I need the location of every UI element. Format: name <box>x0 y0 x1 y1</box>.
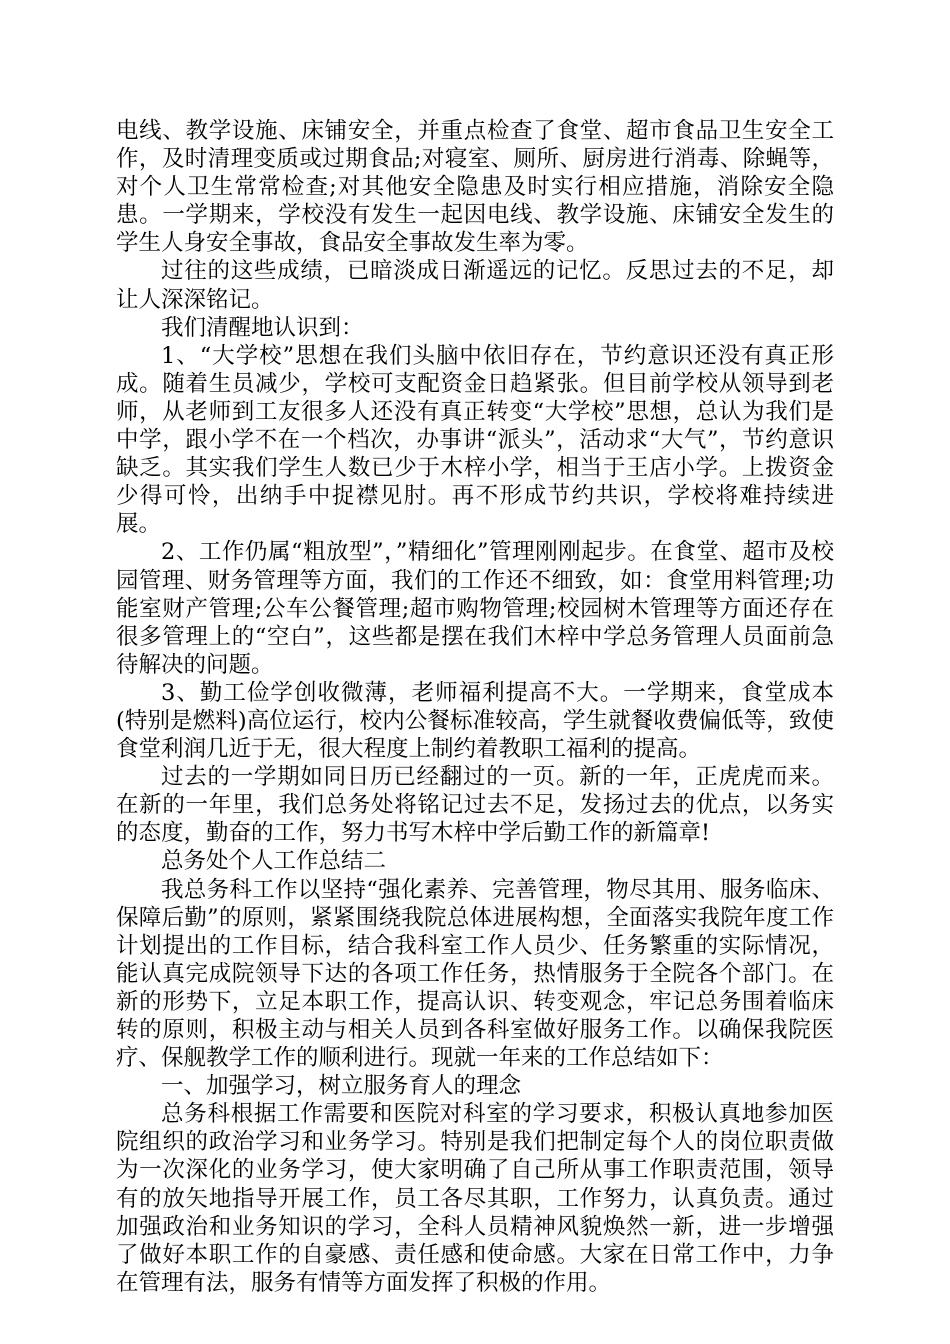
paragraph-3: 我们清醒地认识到： <box>161 314 364 341</box>
paragraph-1: 电线、教学设施、床铺安全，并重点检查了食堂、超市食品卫生安全工作，及时清理变质或过期食品;对寝室、厕所、厨房进行消毒、除蝇等，对个人卫生常常检查;对其他安全隐患及时实行相应措施，消除安全隐患。一学期来，学校没有发生一起因电线、教学设施、床铺安全发生的学生人身安全事故，食品安全事故发生率为零。 <box>116 118 834 257</box>
paragraph-11: 总务科根据工作需要和医院对科室的学习要求，积极认真地参加医院组织的政治学习和业务学习。特别是我们把制定每个人的岗位职责做为一次深化的业务学习，使大家明确了自己所从事工作职责范围，领导有的放矢地指导开展工作，员工各尽其职，工作努力，认真负责。通过加强政治和业务知识的学习，全科人员精神风貌焕然一新，进一步增强了做好本职工作的自豪感、责任感和使命感。大家在日常工作中，力争在管理有法，服务有情等方面发挥了积极的作用。 <box>116 1101 834 1296</box>
subsection-heading: 一、加强学习，树立服务育人的理念 <box>161 1073 522 1100</box>
paragraph-7: 过去的一学期如同日历已经翻过的一页。新的一年，正虎虎而来。在新的一年里，我们总务处将铭记过去不足，发扬过去的优点，以务实的态度，勤奋的工作，努力书写木梓中学后勤工作的新篇章! <box>116 764 834 847</box>
paragraph-4: 1、“大学校”思想在我们头脑中依旧存在，节约意识还没有真正形成。随着生员减少，学校可支配资金日趋紧张。但目前学校从领导到老师，从老师到工友很多人还没有真正转变“大学校”思想，总认为我们是中学，跟小学不在一个档次，办事讲“派头”，活动求“大气”，节约意识缺乏。其实我们学生人数已少于木梓小学，相当于王店小学。上拨资金少得可怜，出纳手中捉襟见肘。再不形成节约共识，学校将难持续进展。 <box>116 342 834 538</box>
document-page <box>116 117 834 1297</box>
section-title: 总务处个人工作总结二 <box>161 848 387 875</box>
paragraph-5: 2、工作仍属“粗放型”，”精细化”管理刚刚起步。在食堂、超市及校园管理、财务管理等方面，我们的工作还不细致，如：食堂用料管理;功能室财产管理;公车公餐管理;超市购物管理;校园树木管理等方面还存在很多管理上的“空白”，这些都是摆在我们木梓中学总务管理人员面前急待解决的问题。 <box>116 539 834 678</box>
paragraph-6: 3、勤工俭学创收微薄，老师福利提高不大。一学期来，食堂成本(特别是燃料)高位运行，校内公餐标准较高，学生就餐收费偏低等，致使食堂利润几近于无，很大程度上制约着教职工福利的提高。 <box>116 679 834 763</box>
paragraph-9: 我总务科工作以坚持“强化素养、完善管理，物尽其用、服务临床、保障后勤”的原则，紧紧围绕我院总体进展构想，全面落实我院年度工作计划提出的工作目标，结合我科室工作人员少、任务繁重的实际情况，能认真完成院领导下达的各项工作任务，热情服务于全院各个部门。在新的形势下，立足本职工作，提高认识、转变观念，牢记总务围着临床转的原则，积极主动与相关人员到各科室做好服务工作。以确保我院医疗、保舰教学工作的顺利进行。现就一年来的工作总结如下： <box>116 876 834 1072</box>
paragraph-2: 过往的这些成绩，已暗淡成日渐遥远的记忆。反思过去的不足，却让人深深铭记。 <box>116 258 834 313</box>
